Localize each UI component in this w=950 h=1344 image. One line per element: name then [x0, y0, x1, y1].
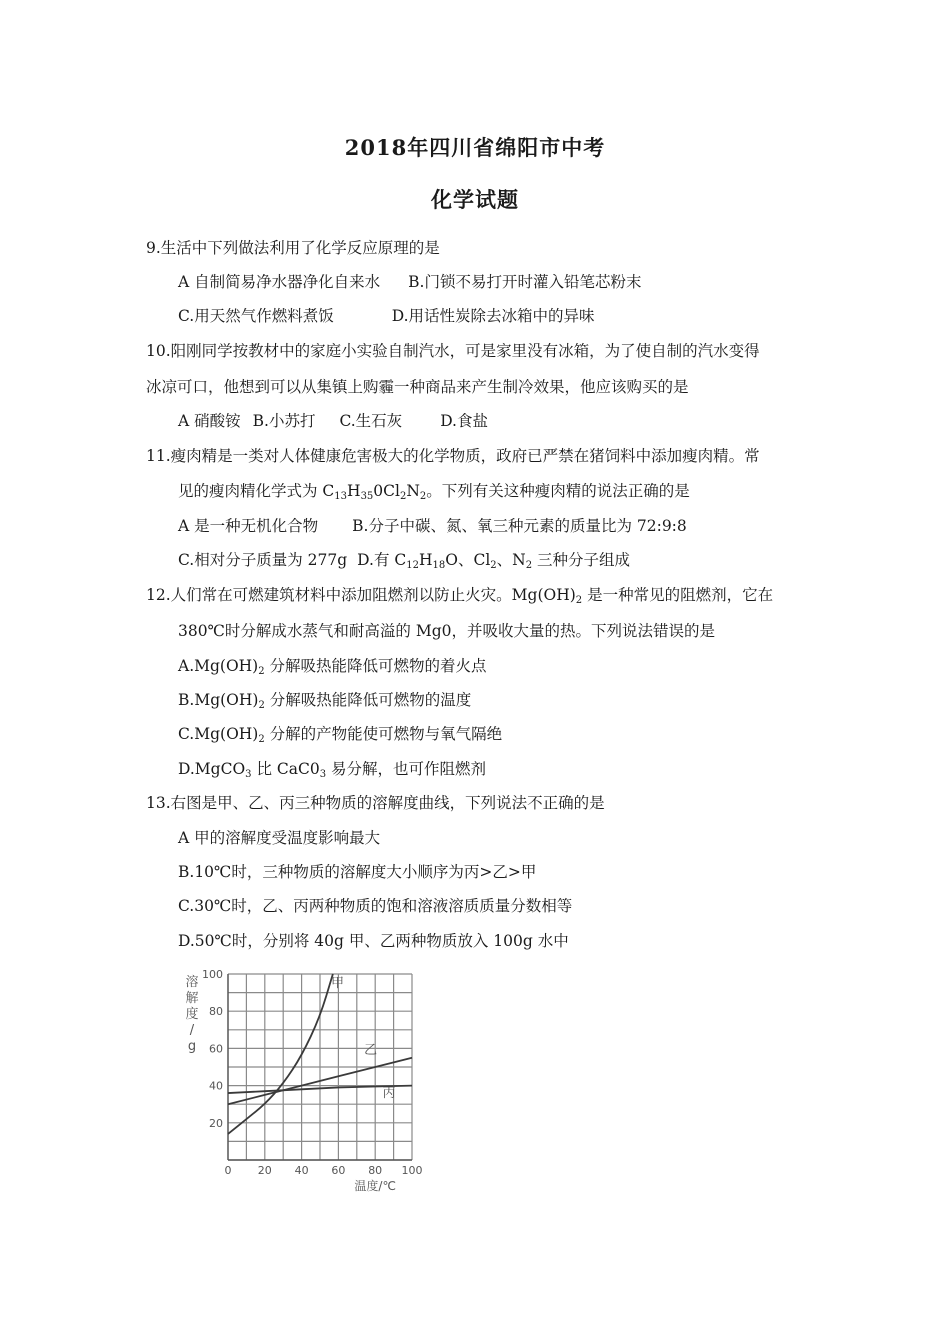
option-b: B.分子中碳、氮、氧三种元素的质量比为 72:9:8 [352, 517, 687, 535]
series-label: 丙 [382, 1085, 396, 1101]
option-d: D.用话性炭除去冰箱中的异味 [391, 307, 595, 325]
y-tick-label: 100 [202, 968, 223, 981]
x-tick-label: 40 [294, 1164, 309, 1177]
x-tick-label: 100 [401, 1164, 423, 1177]
option-c: C.30℃时，乙、丙两种物质的饱和溶液溶质质量分数相等 [178, 897, 573, 915]
option-c: $C.Mg(OH)_2$ 分解的产物能使可燃物与氧气隔绝 [178, 725, 503, 745]
option-c: C.相对分子质量为 277g [178, 551, 348, 569]
question-10-options [178, 411, 488, 431]
page-subtitle: 化学试题 [431, 187, 519, 212]
option-b: B.门锁不易打开时灌入铅笔芯粉末 [408, 273, 642, 291]
question-12-stem-1: 12.人们常在可燃建筑材料中添加阻燃剂以防止火灾。$Mg(OH)_2$ 是一种常见的阻燃剂，它在 [146, 586, 774, 606]
option-d: D.有 $C_{12}H_{18}O$、$Cl_2$、$N_2$ 三种分子组成 [357, 551, 631, 571]
question-11-stem-2: 见的瘦肉精化学式为 $C_{13}H_{35}0Cl_2N_2$。下列有关这种瘦肉精的说法正确的是 [178, 482, 690, 502]
option-b: B.小苏打 [252, 412, 316, 430]
y-tick-label: 80 [209, 1005, 223, 1019]
question-11-options-cd [178, 550, 630, 570]
question-9-options-cd [178, 306, 595, 326]
option-c: C.用天然气作燃料煮饭 [178, 307, 334, 325]
y-axis-label-char: 解 [185, 991, 199, 1006]
y-axis-label-char: g [187, 1039, 197, 1054]
x-tick-label: 60 [331, 1164, 346, 1177]
y-tick-label: 40 [209, 1079, 223, 1093]
y-axis-label-char: 溶 [185, 975, 199, 990]
x-tick-label: 80 [368, 1164, 383, 1177]
option-a: A 是一种无机化合物 [178, 517, 319, 535]
y-tick-label: 20 [209, 1116, 223, 1130]
question-9-stem: 9.生活中下列做法利用了化学反应原理的是 [146, 239, 440, 257]
question-11-options-ab [178, 516, 687, 536]
question-11-stem-1: 11.瘦肉精是一类对人体健康危害极大的化学物质，政府已严禁在猪饲料中添加瘦肉精。常 [146, 447, 760, 465]
question-10-stem-2: 冰凉可口，他想到可以从集镇上购霾一种商品来产生制冷效果，他应该购买的是 [146, 378, 689, 396]
y-axis-label-char: 度 [185, 1007, 199, 1022]
series-line-jia [228, 974, 333, 1134]
y-axis-label-char: / [189, 1023, 195, 1038]
solubility-chart [180, 960, 440, 1200]
option-c: C.生石灰 [339, 412, 403, 430]
series-label: 甲 [331, 976, 345, 992]
x-tick-label: 0 [224, 1164, 232, 1177]
question-9-options-ab [178, 272, 641, 292]
option-a: A 硝酸铵 [178, 412, 241, 430]
option-d: D.MgCO$_3$ 比 $CaC0_3$ 易分解，也可作阻燃剂 [178, 760, 487, 780]
option-b: $B.Mg(OH)_2$ 分解吸热能降低可燃物的温度 [178, 691, 472, 711]
option-b: B.10℃时，三种物质的溶解度大小顺序为丙>乙>甲 [178, 863, 537, 881]
option-a: $A.Mg(OH)_2$ 分解吸热能降低可燃物的着火点 [178, 657, 487, 677]
question-13-stem: 13.右图是甲、乙、丙三种物质的溶解度曲线，下列说法不正确的是 [146, 794, 605, 812]
y-tick-label: 60 [209, 1042, 223, 1056]
x-tick-label: 20 [257, 1164, 272, 1177]
page-title: 2018年四川省绵阳市中考 [344, 135, 606, 160]
option-a: A 自制简易净水器净化自来水 [178, 273, 381, 291]
series-label: 乙 [364, 1042, 378, 1058]
chart-grid [228, 974, 412, 1160]
option-d: D.食盐 [440, 412, 488, 430]
option-a: A 甲的溶解度受温度影响最大 [178, 829, 381, 847]
option-d: D.50℃时，分别将 40g 甲、乙两种物质放入 100g 水中 [178, 932, 569, 950]
question-10-stem-1: 10.阳刚同学按教材中的家庭小实验自制汽水，可是家里没有冰箱，为了使自制的汽水变得 [146, 342, 760, 360]
chart-ticks [202, 968, 423, 1177]
x-axis-label: 温度/℃ [354, 1179, 396, 1193]
question-12-stem-2: 380℃时分解成水蒸气和耐高溢的 Mg0，并吸收大量的热。下列说法错误的是 [178, 622, 716, 640]
